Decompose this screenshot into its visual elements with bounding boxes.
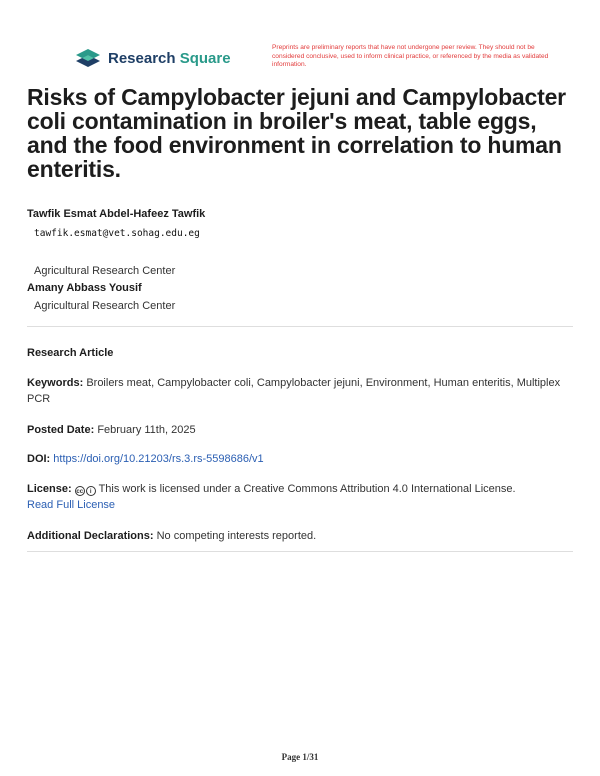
author-name[interactable]: Tawfik Esmat Abdel-Hafeez Tawfik [27, 208, 206, 220]
doi-label: DOI: [27, 453, 51, 465]
creative-commons-icon: cc [75, 486, 85, 496]
license [27, 481, 572, 513]
logo-text: Research Square [108, 49, 231, 67]
doi-link[interactable]: https://doi.org/10.21203/rs.3.rs-5598686/v1 [53, 453, 264, 465]
author-email[interactable]: tawfik.esmat@vet.sohag.edu.eg [34, 228, 200, 239]
posted-date [27, 422, 572, 438]
author-affiliation: Agricultural Research Center [34, 300, 176, 312]
article-type: Research Article [27, 347, 114, 359]
attribution-icon: i [86, 486, 96, 496]
posted-date-label: Posted Date: [27, 424, 95, 436]
posted-date-value: February 11th, 2025 [97, 424, 196, 436]
research-square-logo-icon [74, 47, 102, 69]
additional-declarations [27, 528, 572, 544]
page-number: Page 1/31 [281, 752, 319, 762]
divider [27, 326, 573, 327]
author-affiliation: Agricultural Research Center [34, 265, 176, 277]
declarations-label: Additional Declarations: [27, 530, 154, 542]
read-full-license-link[interactable]: Read Full License [27, 499, 116, 511]
declarations-value: No competing interests reported. [156, 530, 317, 542]
author-name[interactable]: Amany Abbass Yousif [27, 282, 142, 294]
doi [27, 451, 572, 467]
article-title: Risks of Campylobacter jejuni and Campylobacter coli contamination in broiler's meat, table eggs, and the food environment in correlation to human enteritis. [27, 84, 566, 182]
keywords [27, 375, 572, 407]
preprint-disclaimer: Preprints are preliminary reports that have not undergone peer review. They should not be considered conclusive, used to inform clinical practice, or referenced by the media as validated information. [272, 44, 549, 69]
divider [27, 551, 573, 552]
keywords-label: Keywords: [27, 377, 84, 389]
license-label: License: [27, 483, 72, 495]
research-square-logo[interactable] [74, 47, 231, 69]
license-text: This work is licensed under a Creative Commons Attribution 4.0 International License. [98, 483, 516, 495]
keywords-value: Broilers meat, Campylobacter coli, Campylobacter jejuni, Environment, Human enteritis, Multiplex PCR [27, 377, 561, 405]
